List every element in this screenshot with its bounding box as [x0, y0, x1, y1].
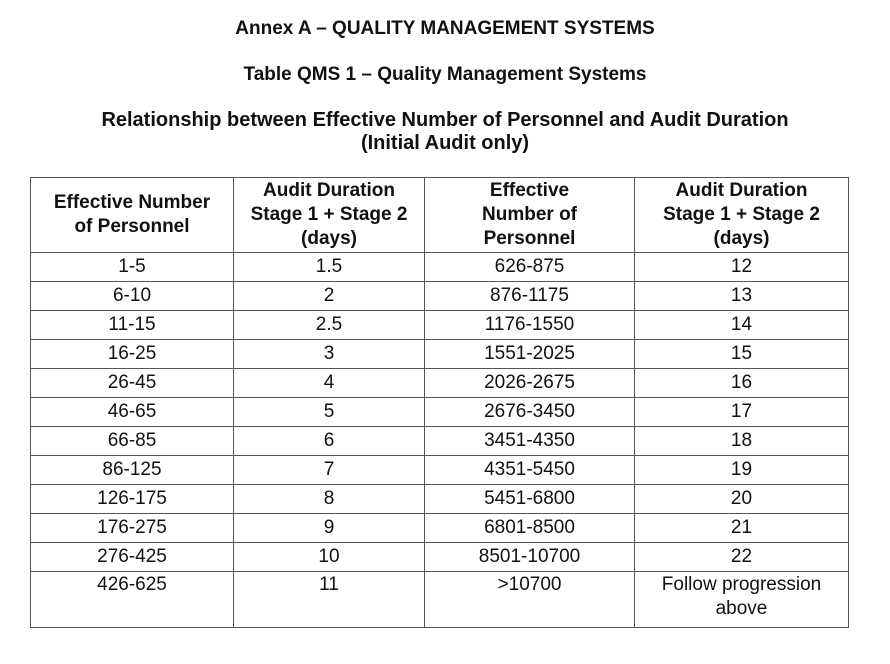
table-row	[31, 253, 849, 282]
table-cell: 46-65	[31, 398, 234, 427]
table-cell: 14	[635, 311, 849, 340]
table-body	[31, 253, 849, 628]
header-line: of Personnel	[74, 216, 190, 237]
table-cell: 11-15	[31, 311, 234, 340]
table-title: Table QMS 1 – Quality Management Systems	[243, 64, 647, 85]
header-line: Effective Number	[53, 192, 211, 213]
table-cell: 12	[635, 253, 849, 282]
relationship-title: Relationship between Effective Number of Personnel and Audit Duration	[101, 109, 789, 131]
table-row	[31, 340, 849, 369]
table-row-last	[31, 572, 849, 628]
table-cell: 86-125	[31, 456, 234, 485]
table-cell: 15	[635, 340, 849, 369]
cell-line: above	[715, 598, 768, 619]
table-cell: 6-10	[31, 282, 234, 311]
header-line: (days)	[713, 228, 770, 249]
table-cell: 6801-8500	[425, 514, 635, 543]
cell-line: Follow progression	[661, 574, 822, 595]
table-cell: 2.5	[234, 311, 425, 340]
table-cell: 126-175	[31, 485, 234, 514]
table-cell: 18	[635, 427, 849, 456]
header-effective-personnel-2	[425, 178, 635, 253]
table-row	[31, 485, 849, 514]
table-row	[31, 514, 849, 543]
table-cell: 5451-6800	[425, 485, 635, 514]
header-audit-duration-2	[635, 178, 849, 253]
table-cell: 9	[234, 514, 425, 543]
header-line: Stage 1 + Stage 2	[663, 204, 820, 225]
table-cell: 4351-5450	[425, 456, 635, 485]
table-cell	[635, 572, 849, 628]
table-cell: 426-625	[31, 572, 234, 628]
table-cell: 1.5	[234, 253, 425, 282]
table-cell: 176-275	[31, 514, 234, 543]
table-cell: 3451-4350	[425, 427, 635, 456]
table-cell: 5	[234, 398, 425, 427]
table-cell: 6	[234, 427, 425, 456]
table-cell: 16	[635, 369, 849, 398]
table-cell: 1176-1550	[425, 311, 635, 340]
table-cell: >10700	[425, 572, 635, 628]
table-cell: 7	[234, 456, 425, 485]
table-cell: 8501-10700	[425, 543, 635, 572]
audit-duration-table	[30, 177, 849, 628]
header-line: Audit Duration	[263, 180, 395, 201]
annex-title: Annex A – QUALITY MANAGEMENT SYSTEMS	[235, 18, 655, 39]
table-cell: 66-85	[31, 427, 234, 456]
table-row	[31, 456, 849, 485]
table-cell: 3	[234, 340, 425, 369]
header-line: Audit Duration	[675, 180, 808, 201]
table-cell: 21	[635, 514, 849, 543]
header-effective-personnel-1	[31, 178, 234, 253]
table-cell: 2676-3450	[425, 398, 635, 427]
table-cell: 11	[234, 572, 425, 628]
table-header-row	[31, 178, 849, 253]
table-cell: 2	[234, 282, 425, 311]
table-cell: 8	[234, 485, 425, 514]
table-cell: 1-5	[31, 253, 234, 282]
table-cell: 17	[635, 398, 849, 427]
header-audit-duration-1	[234, 178, 425, 253]
table-cell: 276-425	[31, 543, 234, 572]
table-row	[31, 282, 849, 311]
table-row	[31, 427, 849, 456]
table-cell: 4	[234, 369, 425, 398]
table-cell: 22	[635, 543, 849, 572]
table-row	[31, 311, 849, 340]
table-cell: 626-875	[425, 253, 635, 282]
header-line: Number of	[482, 204, 577, 225]
table-cell: 13	[635, 282, 849, 311]
header-line: Effective	[489, 180, 570, 201]
header-line: Personnel	[483, 228, 576, 249]
table-cell: 10	[234, 543, 425, 572]
table-row	[31, 543, 849, 572]
relationship-subtitle: (Initial Audit only)	[360, 132, 530, 154]
table-cell: 1551-2025	[425, 340, 635, 369]
table-cell: 20	[635, 485, 849, 514]
table-cell: 2026-2675	[425, 369, 635, 398]
table-cell: 876-1175	[425, 282, 635, 311]
table-row	[31, 398, 849, 427]
table-cell: 19	[635, 456, 849, 485]
table-cell: 16-25	[31, 340, 234, 369]
header-line: Stage 1 + Stage 2	[250, 204, 408, 225]
table-cell: 26-45	[31, 369, 234, 398]
header-line: (days)	[301, 228, 357, 249]
table-row	[31, 369, 849, 398]
